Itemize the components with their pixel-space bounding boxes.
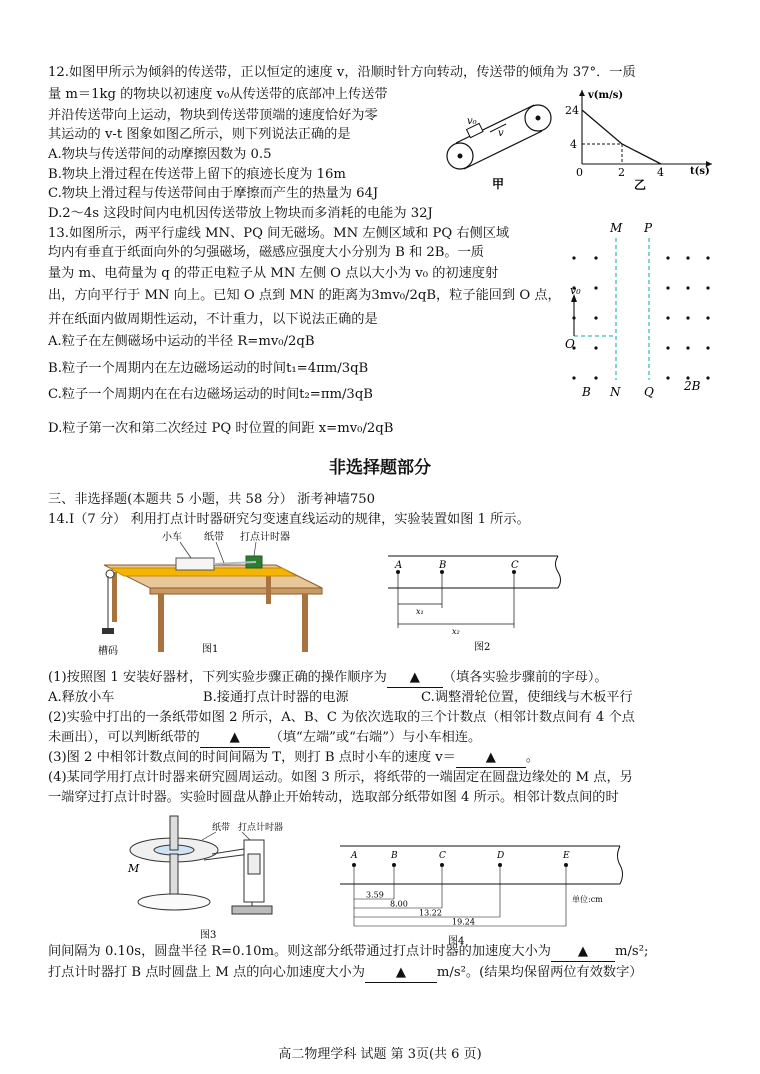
y-tick-24: 24	[565, 104, 579, 117]
q13-option-b: B.粒子一个周期内在左边磁场运动的时间t₁=4πm/3qB	[48, 361, 369, 376]
field-dot-left	[594, 376, 597, 379]
label-Q: Q	[644, 385, 654, 399]
field-dot-right	[666, 346, 669, 349]
field-dot-right	[686, 286, 689, 289]
cart	[176, 558, 214, 570]
field-dot-right	[706, 346, 709, 349]
label-P: P	[644, 221, 653, 235]
field-dot-left	[594, 286, 597, 289]
figure-magnetic-field	[560, 214, 720, 406]
tape-label-D: D	[497, 851, 505, 861]
caption-jia: 甲	[492, 177, 505, 191]
q14-p3-tail: 。	[525, 750, 540, 765]
tape-dot-C	[440, 863, 444, 867]
section-title: 非选择题部分	[329, 458, 431, 478]
q14-intro: 14.Ⅰ（7 分） 利用打点计时器研究匀变速直线运动的规律，实验装置如图 1 所示。	[48, 512, 530, 527]
q14-p3-head: (3)图 2 中相邻计数点间的时间间隔为 T，则打 B 点时小车的速度 v＝	[48, 750, 456, 765]
field-dot-right	[666, 286, 669, 289]
fig4-unit: 单位:cm	[572, 895, 603, 904]
field-dot-right	[686, 316, 689, 319]
q12-line-1: 12.如图甲所示为倾斜的传送带，正以恒定的速度 v，沿顺时针方向转动，传送带的倾角为 37°．一质	[48, 65, 636, 80]
field-dot-right	[686, 346, 689, 349]
x-tick-0: 0	[576, 166, 583, 179]
q13-line-4: 出，方向平行于 MN 向上。已知 O 点到 MN 的距离为3mv₀/2qB，粒子能回到 O 点，	[48, 288, 561, 303]
label-O: O	[565, 337, 575, 351]
answer-blank-2[interactable]: ▲	[200, 729, 270, 748]
label-N: N	[610, 385, 621, 399]
tape-point-C: C	[511, 560, 519, 571]
label-x2: x₂	[452, 627, 460, 636]
q14-p6	[48, 964, 643, 983]
field-dot-right	[666, 316, 669, 319]
q14-options	[48, 689, 633, 707]
caption-yi: 乙	[634, 178, 647, 192]
field-dot-right	[706, 316, 709, 319]
figure-yi-vt-graph	[562, 86, 722, 192]
q13-line-1: 13.如图所示，两平行虚线 MN、PQ 间无磁场。MN 左侧区域和 PQ 右侧区域	[48, 226, 510, 241]
figure-2-tape	[386, 548, 566, 658]
q14-p4b: 一端穿过打点计时器。实验时圆盘从静止开始转动，选取部分纸带如图 4 所示。相邻计数点间的时	[48, 790, 619, 805]
tape-dot-B	[392, 863, 396, 867]
q14-p3	[48, 749, 539, 768]
field-dot-left	[572, 376, 575, 379]
caption-fig3: 图3	[200, 930, 217, 941]
x-axis-label: t(s)	[690, 166, 710, 177]
q13-option-c: C.粒子一个周期内在在右边磁场运动的时间t₂=πm/3qB	[48, 387, 373, 402]
label-x1: x₁	[416, 607, 424, 616]
dim-label-4: 19.24	[452, 917, 475, 927]
q14-p2b-tail: （填“左端”或“右端”）与小车相连。	[269, 730, 482, 745]
q12-option-a: A.物块与传送带间的动摩擦因数为 0.5	[48, 147, 272, 162]
field-dot-left	[572, 256, 575, 259]
label-2B: 2B	[684, 379, 701, 393]
tape-dot-D	[498, 863, 502, 867]
label-cart: 小车	[162, 532, 182, 543]
q14-p6-tail: m/s²。(结果均保留两位有效数字）	[436, 965, 643, 980]
y-tick-4: 4	[570, 138, 577, 151]
q13-option-d: D.粒子第一次和第二次经过 PQ 时位置的间距 x=mv₀/2qB	[48, 421, 394, 436]
field-dot-right	[666, 256, 669, 259]
q14-p5-tail: m/s²;	[614, 944, 649, 959]
block-v0-label: v₀	[467, 116, 477, 127]
field-dot-left	[594, 256, 597, 259]
q12-option-c: C.物块上滑过程与传送带间由于摩擦而产生的热量为 64J	[48, 186, 379, 201]
figure-1-apparatus	[96, 530, 328, 660]
figure-3-disk	[124, 810, 312, 944]
page-footer: 高二物理学科 试题 第 3页(共 6 页)	[278, 1047, 482, 1062]
answer-blank-3[interactable]: ▲	[456, 749, 526, 768]
q12-line-3: 并沿传送带向上运动，物块到传送带顶端的速度恰好为零	[48, 108, 378, 123]
section-intro: 三、非选择题(本题共 5 小题，共 58 分） 浙考神墙750	[48, 492, 376, 507]
field-dot-left	[572, 316, 575, 319]
tape-label-C: C	[439, 851, 446, 861]
q14-p5	[48, 943, 648, 962]
field-dot-right	[686, 256, 689, 259]
q13-line-5: 并在纸面内做周期性运动，不计重力，以下说法正确的是	[48, 312, 378, 327]
q14-p2a: (2)实验中打出的一条纸带如图 2 所示，A、B、C 为依次选取的三个计数点（相邻计数点间有 4 个点	[48, 710, 635, 725]
tape-label-E: E	[563, 851, 570, 861]
field-dot-right	[706, 376, 709, 379]
tape-label-B: B	[391, 851, 398, 861]
field-dot-right	[706, 256, 709, 259]
label-M: M	[610, 221, 623, 235]
label-weight: 槽码	[98, 646, 118, 657]
option-c: C.调整滑轮位置，使细线与木板平行	[421, 690, 633, 705]
field-dot-right	[666, 376, 669, 379]
field-dot-left	[594, 346, 597, 349]
y-axis-label: v(m/s)	[588, 90, 624, 101]
q14-p2b-head: 未画出），可以判断纸带的	[48, 730, 200, 745]
figure-4-tape	[338, 840, 628, 948]
weight	[102, 628, 114, 634]
figure-jia-conveyor	[440, 96, 560, 194]
x-tick-2: 2	[618, 166, 625, 179]
label-fig3-tape: 纸带	[212, 823, 231, 833]
tape-dot-E	[564, 863, 568, 867]
q14-p5-head: 间间隔为 0.10s，圆盘半径 R=0.10m。则这部分纸带通过打点计时器的加速度大小为	[48, 944, 551, 959]
answer-blank-5[interactable]: ▲	[365, 964, 437, 983]
label-tape: 纸带	[204, 532, 224, 543]
caption-fig1: 图1	[202, 644, 219, 655]
q14-p1	[48, 669, 608, 688]
label-B: B	[582, 385, 591, 399]
answer-blank-1[interactable]: ▲	[387, 669, 443, 688]
q14-p2b	[48, 729, 481, 748]
belt-v-label: v	[498, 128, 504, 139]
tape-point-B: B	[439, 560, 447, 571]
q14-p4a: (4)某同学用打点计时器来研究圆周运动。如图 3 所示，将纸带的一端固定在圆盘边缘处的 M 点，另	[48, 770, 633, 785]
field-dot-left	[594, 316, 597, 319]
field-dot-right	[706, 286, 709, 289]
dim-label-2: 8.00	[390, 899, 408, 909]
q12-line-4: 其运动的 v-t 图象如图乙所示，则下列说法正确的是	[48, 127, 351, 142]
option-b: B.接通打点计时器的电源	[202, 690, 349, 705]
tape-dot-A	[352, 863, 356, 867]
q14-p6-head: 打点计时器打 B 点时圆盘上 M 点的向心加速度大小为	[48, 965, 365, 980]
caption-fig4: 图4	[448, 936, 465, 947]
label-fig3-M: M	[128, 862, 140, 875]
caption-fig2: 图2	[474, 642, 491, 653]
q13-line-3: 量为 m、电荷量为 q 的带正电粒子从 MN 左侧 O 点以大小为 v₀ 的初速度射	[48, 266, 499, 281]
dim-label-3: 13.22	[419, 908, 442, 918]
q13-option-a: A.粒子在左侧磁场中运动的半径 R=mv₀/2qB	[48, 334, 315, 349]
answer-blank-4[interactable]: ▲	[551, 943, 615, 962]
q12-line-2: 量 m＝1kg 的物块以初速度 v₀从传送带的底部冲上传送带	[48, 87, 388, 102]
q12-option-b: B.物块上滑过程在传送带上留下的痕迹长度为 16m	[48, 167, 346, 182]
x-tick-4: 4	[657, 166, 664, 179]
label-timer: 打点计时器	[240, 532, 290, 543]
label-v0: v₀	[570, 284, 581, 297]
label-fig3-timer: 打点计时器	[238, 823, 284, 833]
q12-option-d: D.2～4s 这段时间内电机因传送带放上物块而多消耗的电能为 32J	[48, 206, 433, 221]
q14-p1-tail: （填各实验步骤前的字母）。	[442, 670, 608, 685]
dim-label-1: 3.59	[366, 890, 384, 900]
q13-line-2: 均内有垂直于纸面向外的匀强磁场，磁感应强度大小分别为 B 和 2B。一质	[48, 245, 484, 260]
tape-label-A: A	[351, 851, 358, 861]
tape-point-A: A	[395, 560, 403, 571]
q14-p1-text: (1)按照图 1 安装好器材，下列实验步骤正确的操作顺序为	[48, 670, 387, 685]
option-a: A.释放小车	[48, 690, 115, 705]
